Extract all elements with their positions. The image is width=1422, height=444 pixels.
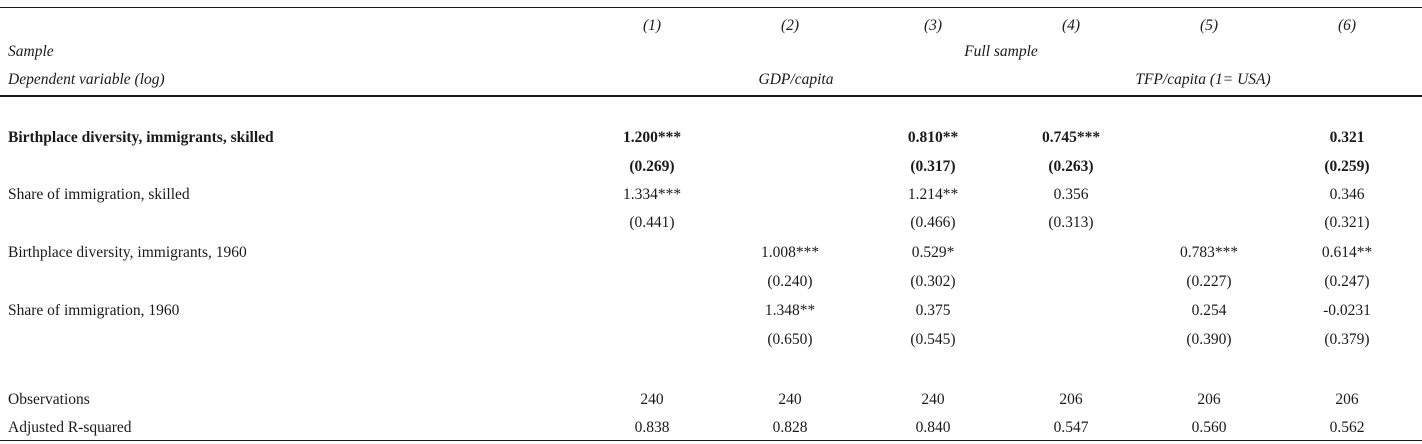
coef-cell: 0.254	[1191, 302, 1227, 319]
column-header-5: (5)	[1199, 17, 1219, 34]
row-label-share-immigration-1960: Share of immigration, 1960	[8, 302, 180, 319]
bottom-rule	[0, 440, 1422, 441]
header-rule	[0, 95, 1422, 97]
column-header-6: (6)	[1337, 17, 1357, 34]
se-cell: (0.317)	[910, 158, 956, 175]
coef-cell: 1.214**	[907, 186, 959, 203]
coef-cell: 1.200***	[622, 129, 682, 146]
stat-cell: 0.562	[1329, 419, 1365, 436]
stat-cell: 0.838	[634, 419, 670, 436]
se-cell: (0.650)	[767, 331, 813, 348]
se-cell: (0.379)	[1324, 331, 1370, 348]
se-cell: (0.302)	[910, 273, 956, 290]
coef-cell: 0.321	[1329, 129, 1365, 146]
stat-cell: 0.547	[1053, 419, 1089, 436]
se-cell: (0.227)	[1186, 273, 1232, 290]
dependent-variable-tfp: TFP/capita (1= USA)	[1135, 71, 1271, 88]
row-label-birthplace-diversity-skilled: Birthplace diversity, immigrants, skilled	[8, 129, 274, 146]
dependent-variable-label: Dependent variable (log)	[8, 71, 165, 88]
se-cell: (0.269)	[629, 158, 675, 175]
se-cell: (0.263)	[1048, 158, 1094, 175]
coef-cell: 0.375	[915, 302, 951, 319]
column-header-4: (4)	[1061, 17, 1081, 34]
row-label-share-immigration-skilled: Share of immigration, skilled	[8, 186, 190, 203]
se-cell: (0.259)	[1324, 158, 1370, 175]
se-cell: (0.240)	[767, 273, 813, 290]
stat-cell: 0.560	[1191, 419, 1227, 436]
coef-cell: 0.346	[1329, 186, 1365, 203]
se-cell: (0.545)	[910, 331, 956, 348]
se-cell: (0.247)	[1324, 273, 1370, 290]
stat-cell: 206	[1335, 391, 1359, 408]
se-cell: (0.313)	[1048, 214, 1094, 231]
row-label-birthplace-diversity-1960: Birthplace diversity, immigrants, 1960	[8, 244, 247, 261]
dependent-variable-gdp: GDP/capita	[758, 71, 834, 88]
observations-label: Observations	[8, 391, 90, 408]
coef-cell: -0.0231	[1323, 302, 1371, 319]
adjusted-r-squared-label: Adjusted R-squared	[8, 419, 132, 436]
coef-cell: 0.810**	[907, 129, 959, 146]
coef-cell: 1.348**	[764, 302, 816, 319]
stat-cell: 206	[1197, 391, 1221, 408]
coef-cell: 0.745***	[1041, 129, 1101, 146]
column-header-2: (2)	[780, 17, 800, 34]
column-header-3: (3)	[923, 17, 943, 34]
coef-cell: 0.614**	[1321, 244, 1373, 261]
sample-value: Full sample	[964, 43, 1038, 60]
stat-cell: 240	[778, 391, 802, 408]
top-rule	[0, 7, 1422, 8]
coef-cell: 1.334***	[622, 186, 682, 203]
se-cell: (0.441)	[629, 214, 675, 231]
stat-cell: 206	[1059, 391, 1083, 408]
coef-cell: 0.529*	[911, 244, 955, 261]
coef-cell: 0.783***	[1179, 244, 1239, 261]
stat-cell: 0.840	[915, 419, 951, 436]
coef-cell: 0.356	[1053, 186, 1089, 203]
coef-cell: 1.008***	[760, 244, 820, 261]
stat-cell: 240	[921, 391, 945, 408]
column-header-1: (1)	[642, 17, 662, 34]
se-cell: (0.466)	[910, 214, 956, 231]
stat-cell: 0.828	[772, 419, 808, 436]
sample-label: Sample	[8, 43, 54, 60]
se-cell: (0.321)	[1324, 214, 1370, 231]
stat-cell: 240	[640, 391, 664, 408]
se-cell: (0.390)	[1186, 331, 1232, 348]
